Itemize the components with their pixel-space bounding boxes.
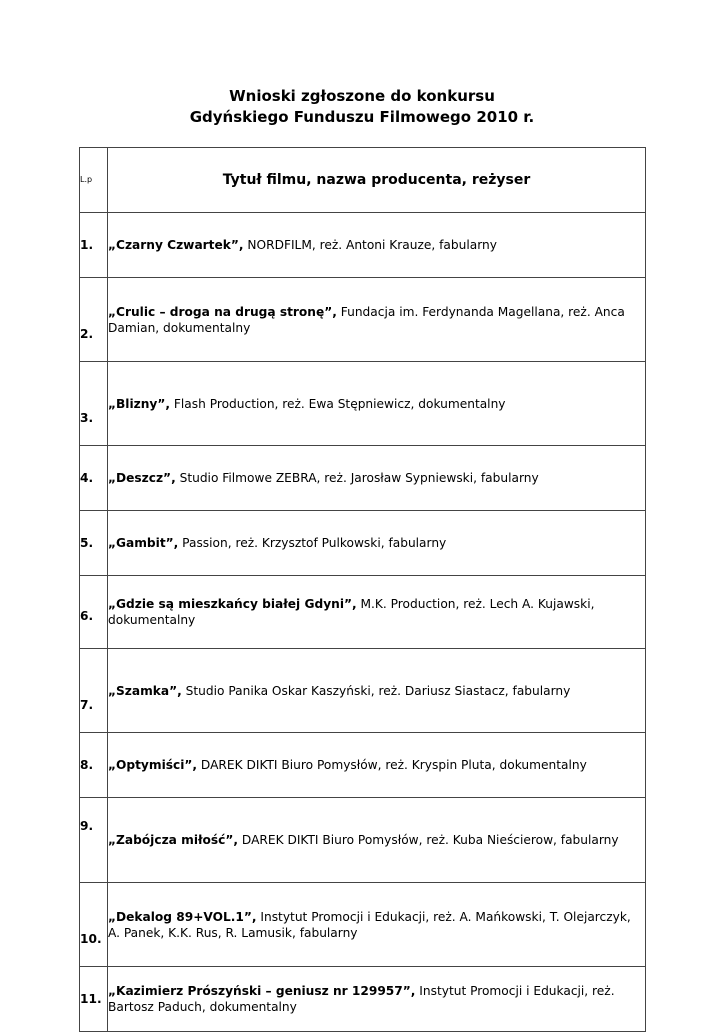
- row-text: [108, 649, 646, 733]
- film-details: Instytut Promocji i Edukacji, reż. A. Mańkowski, T. Olejarczyk, A. Panek, K.K. Rus, R. Lamusik, fabularny: [108, 909, 631, 940]
- table-row: [80, 511, 646, 576]
- table-row: [80, 883, 646, 967]
- row-number: 7.: [80, 649, 108, 733]
- film-details: Studio Panika Oskar Kaszyński, reż. Dariusz Siastacz, fabularny: [181, 683, 571, 698]
- film-details: Instytut Promocji i Edukacji, reż. Bartosz Paduch, dokumentalny: [108, 984, 615, 1014]
- table-row: [80, 362, 646, 446]
- film-title: „Gdzie są mieszkańcy białej Gdyni”,: [108, 597, 357, 611]
- document-title: [0, 86, 724, 128]
- row-text: [108, 733, 646, 798]
- table-row: [80, 798, 646, 883]
- row-text: [108, 278, 646, 362]
- table-row: [80, 278, 646, 362]
- film-title: „Dekalog 89+VOL.1”,: [108, 909, 257, 924]
- row-number: 6.: [80, 576, 108, 649]
- film-details: Flash Production, reż. Ewa Stępniewicz, dokumentalny: [170, 396, 506, 411]
- film-details: M.K. Production, reż. Lech A. Kujawski, dokumentalny: [108, 597, 595, 627]
- table-row: [80, 213, 646, 278]
- table-row: [80, 576, 646, 649]
- film-title: „Zabójcza miłość”,: [108, 833, 239, 847]
- film-title: „Crulic – droga na drugą stronę”,: [108, 304, 337, 319]
- table-row: [80, 967, 646, 1032]
- row-text: [108, 967, 646, 1032]
- film-details: Studio Filmowe ZEBRA, reż. Jarosław Sypniewski, fabularny: [175, 471, 539, 485]
- row-number: 1.: [80, 213, 108, 278]
- row-number: 5.: [80, 511, 108, 576]
- film-title: „Blizny”,: [108, 396, 171, 411]
- row-text: [108, 576, 646, 649]
- row-text: [108, 798, 646, 883]
- film-details: DAREK DIKTI Biuro Pomysłów, reż. Kuba Nieścierow, fabularny: [238, 833, 619, 847]
- film-details: Fundacja im. Ferdynanda Magellana, reż. Anca Damian, dokumentalny: [108, 304, 625, 335]
- row-number: 11.: [80, 967, 108, 1032]
- film-title: „Kazimierz Prószyński – geniusz nr 129957”,: [108, 984, 416, 998]
- table-header-row: [80, 148, 646, 213]
- row-text: [108, 511, 646, 576]
- row-text: [108, 446, 646, 511]
- applications-table: [79, 147, 646, 1032]
- row-text: [108, 213, 646, 278]
- row-number: 4.: [80, 446, 108, 511]
- title-line-2: Gdyńskiego Funduszu Filmowego 2010 r.: [189, 108, 535, 126]
- film-details: DAREK DIKTI Biuro Pomysłów, reż. Kryspin Pluta, dokumentalny: [197, 758, 587, 772]
- film-title: „Gambit”,: [108, 536, 179, 550]
- row-number: 10.: [80, 883, 108, 967]
- row-number: 3.: [80, 362, 108, 446]
- title-line-1: Wnioski zgłoszone do konkursu: [229, 87, 495, 105]
- table-row: [80, 649, 646, 733]
- header-title: Tytuł filmu, nazwa producenta, reżyser: [108, 148, 646, 213]
- row-number: 8.: [80, 733, 108, 798]
- film-title: „Deszcz”,: [108, 471, 176, 485]
- table-row: [80, 733, 646, 798]
- film-details: NORDFILM, reż. Antoni Krauze, fabularny: [243, 238, 497, 252]
- table-row: [80, 446, 646, 511]
- row-text: [108, 362, 646, 446]
- film-title: „Szamka”,: [108, 683, 182, 698]
- header-number: L.p: [80, 148, 108, 213]
- film-details: Passion, reż. Krzysztof Pulkowski, fabularny: [178, 536, 447, 550]
- row-text: [108, 883, 646, 967]
- film-title: „Optymiści”,: [108, 758, 198, 772]
- row-number: 9.: [80, 798, 108, 883]
- film-title: „Czarny Czwartek”,: [108, 238, 244, 252]
- row-number: 2.: [80, 278, 108, 362]
